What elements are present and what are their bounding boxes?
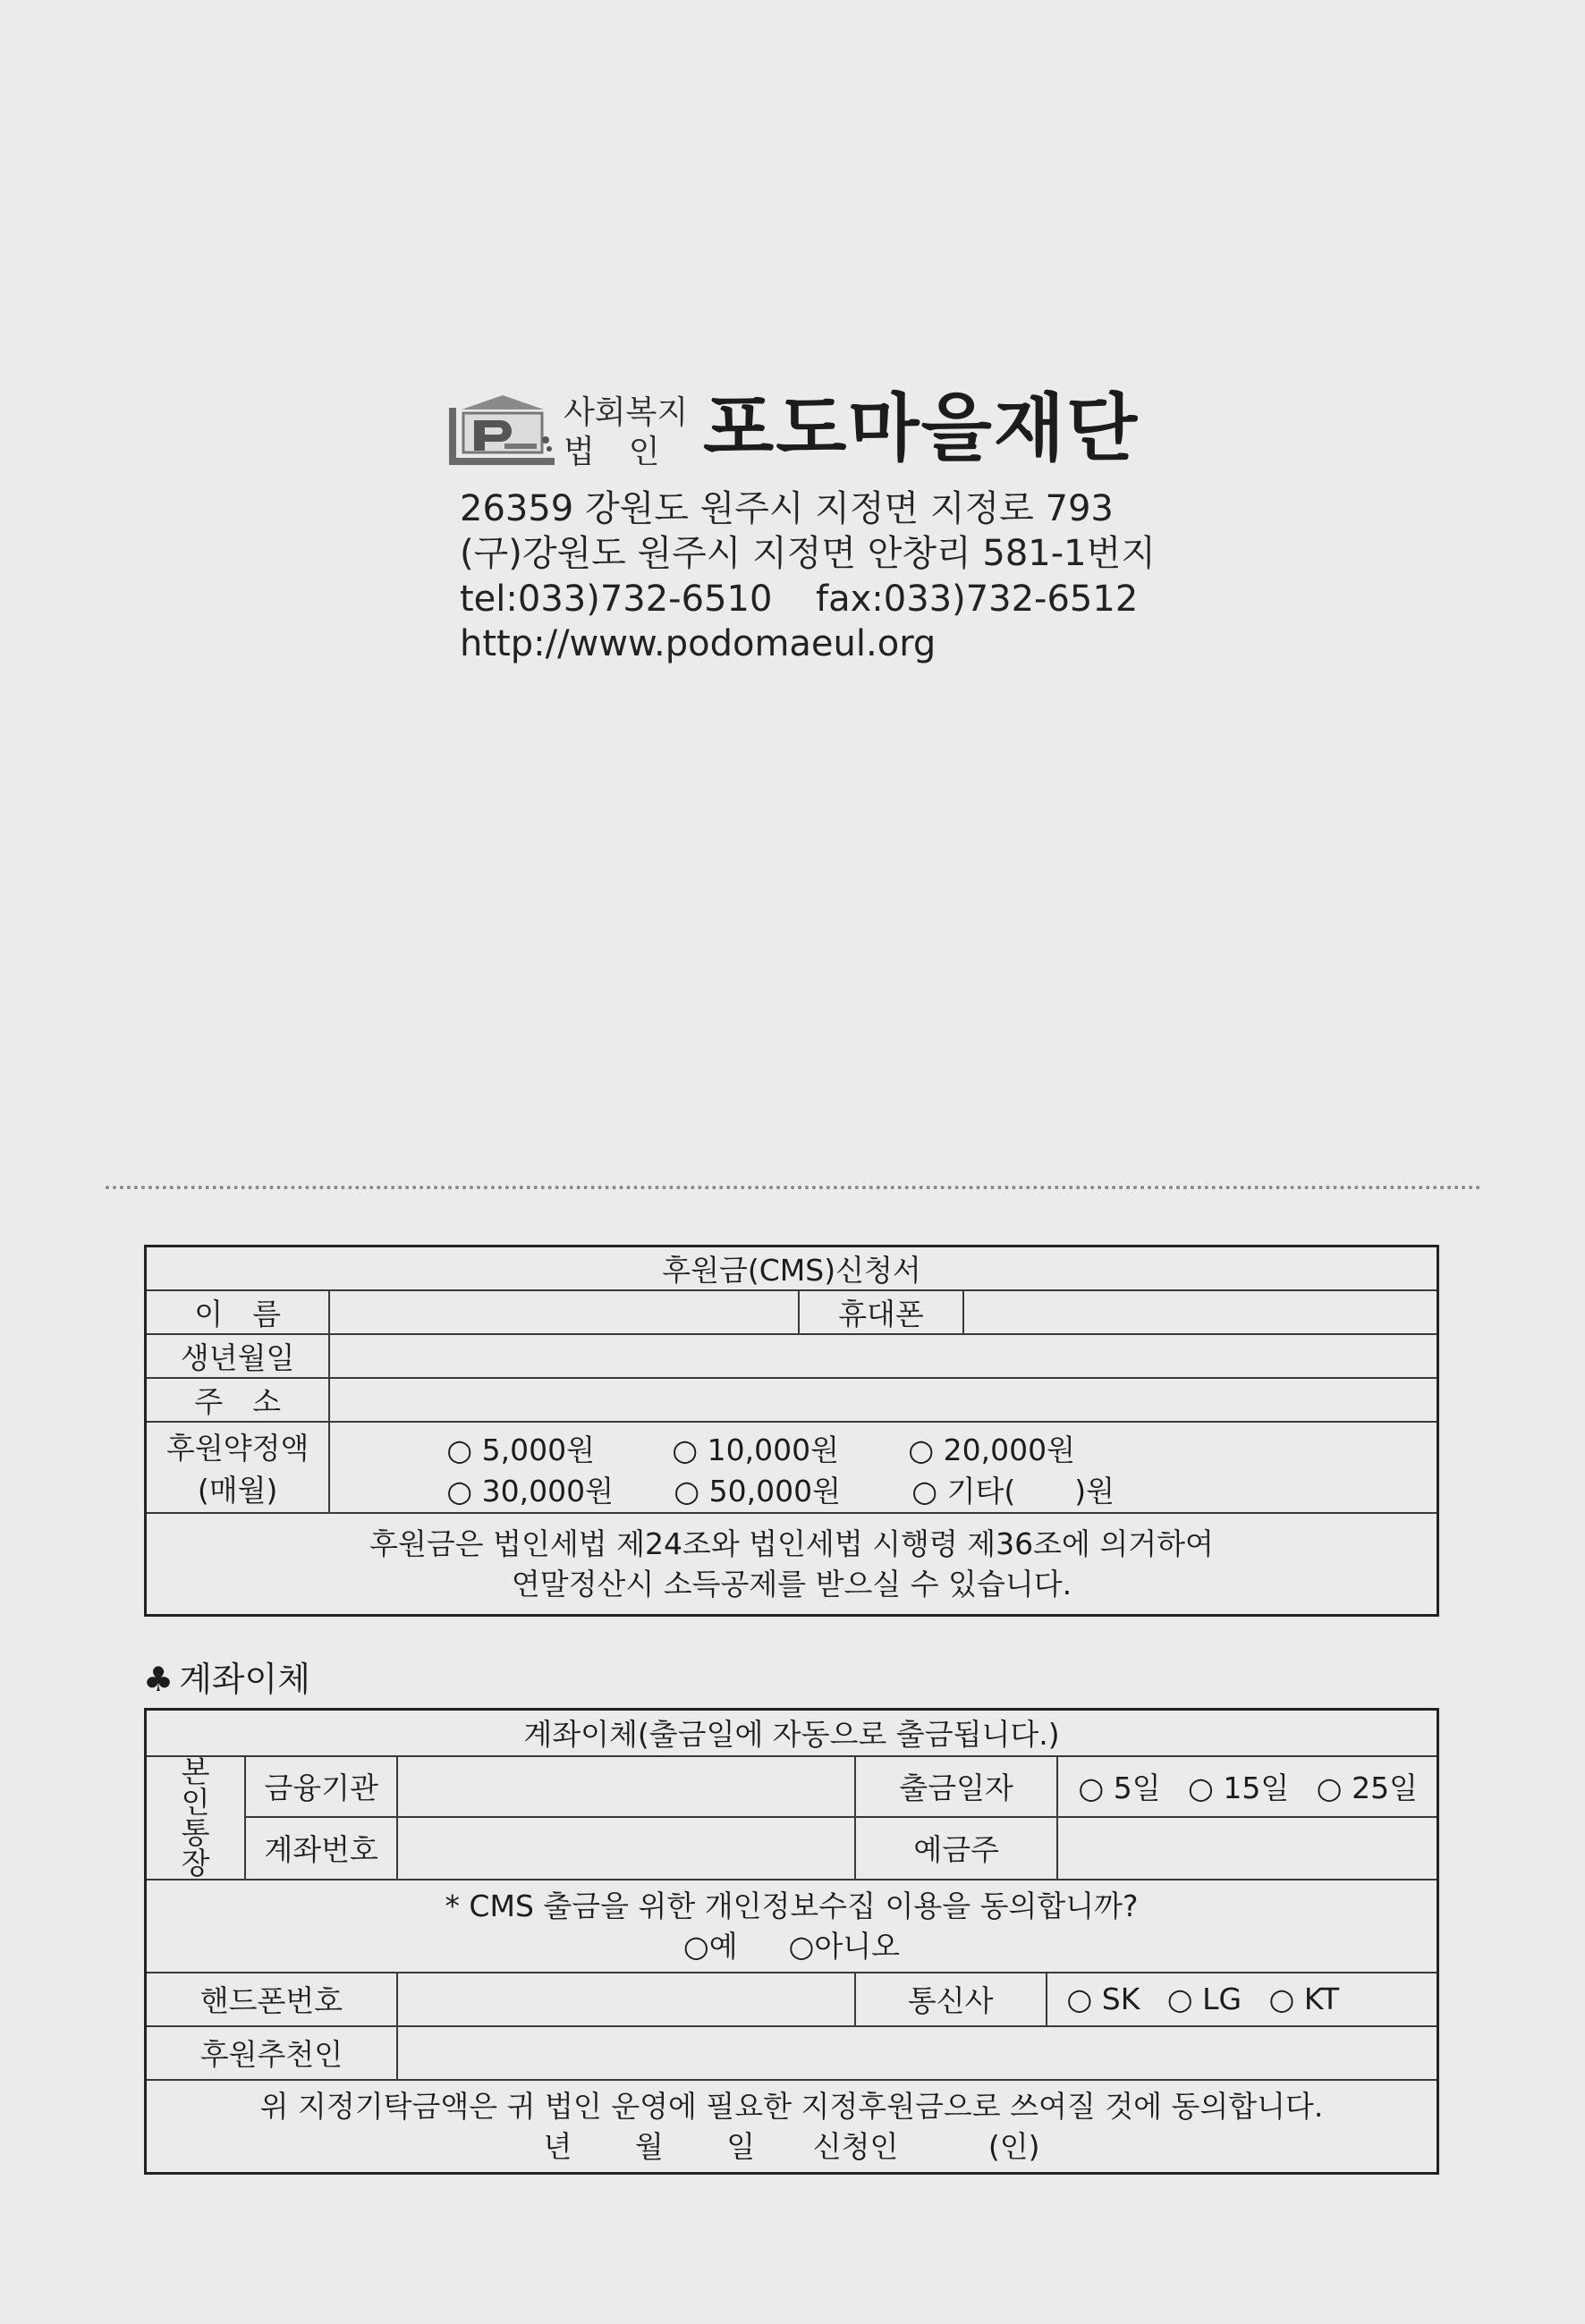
amount-option-5000[interactable]: ○ 5,000원 — [446, 1432, 596, 1467]
mobile-label: 휴대폰 — [799, 1290, 963, 1334]
account-transfer-form — [144, 1708, 1439, 2175]
address-old: (구)강원도 원주시 지정면 안창리 581-1번지 — [460, 533, 1156, 574]
fax: fax:033)732-6512 — [816, 579, 1139, 620]
own-account-label — [146, 1756, 246, 1880]
consent-no-option[interactable]: ○아니오 — [788, 1928, 901, 1964]
recommender-field[interactable] — [397, 2026, 1438, 2080]
sign-seal: (인) — [987, 2128, 1040, 2164]
tel: tel:033)732-6510 — [460, 579, 773, 620]
consent-question: * CMS 출금을 위한 개인정보수집 이용을 동의합니까? — [445, 1888, 1139, 1923]
transfer-section-title — [143, 1660, 310, 1699]
foundation-logo — [449, 393, 556, 470]
signature-line — [147, 2126, 1437, 2167]
bank-label: 금융기관 — [245, 1756, 397, 1817]
recommender-label: 후원추천인 — [146, 2026, 398, 2080]
agreement-text: 위 지정기탁금액은 귀 법인 운영에 필요한 지정후원금으로 쓰여질 것에 동의합니다. — [259, 2088, 1324, 2124]
org-name: 포도마을재단 — [703, 386, 1140, 471]
amount-option-50000[interactable]: ○ 50,000원 — [674, 1474, 842, 1508]
tax-note — [146, 1513, 1438, 1615]
transfer-title: 계좌이체(출금일에 자동으로 출금됩니다.) — [146, 1710, 1438, 1756]
agreement-row — [146, 2080, 1438, 2174]
org-type-line1: 사회복지 — [564, 394, 689, 431]
tax-note-line2: 연말정산시 소득공제를 받으실 수 있습니다. — [511, 1566, 1072, 1601]
cms-application-form — [144, 1245, 1439, 1617]
sign-month: 월 — [634, 2128, 664, 2164]
holder-label: 예금주 — [855, 1817, 1058, 1880]
transfer-section-label: 계좌이체 — [179, 1660, 310, 1699]
carrier-option-sk[interactable]: ○ SK — [1066, 1982, 1140, 2016]
sign-year: 년 — [543, 2128, 572, 2164]
carrier-label: 통신사 — [855, 1973, 1047, 2026]
amount-option-20000[interactable]: ○ 20,000원 — [908, 1432, 1076, 1467]
amount-label-monthly: (매월) — [197, 1473, 278, 1508]
phone-field[interactable] — [397, 1973, 855, 2026]
address-label: 주 소 — [146, 1378, 330, 1422]
carrier-option-lg[interactable]: ○ LG — [1166, 1982, 1242, 2016]
own-account-char: 장 — [181, 1845, 210, 1880]
sign-day: 일 — [726, 2128, 756, 2164]
club-icon: ♣ — [143, 1660, 174, 1699]
holder-field[interactable] — [1057, 1817, 1437, 1880]
name-label: 이 름 — [146, 1290, 330, 1334]
phone-label: 핸드폰번호 — [146, 1973, 398, 2026]
amount-option-30000[interactable]: ○ 30,000원 — [446, 1474, 615, 1508]
withdraw-option-5[interactable]: ○ 5일 — [1078, 1770, 1161, 1805]
carrier-option-kt[interactable]: ○ KT — [1268, 1982, 1340, 2016]
amount-label-main: 후원약정액 — [165, 1431, 309, 1466]
org-type — [564, 393, 694, 472]
own-account-char: 본 — [181, 1754, 210, 1789]
tax-note-line1: 후원금은 법인세법 제24조와 법인세법 시행령 제36조에 의거하여 — [369, 1525, 1214, 1561]
amount-options — [329, 1422, 1437, 1513]
withdraw-date-options — [1057, 1756, 1437, 1817]
account-label: 계좌번호 — [245, 1817, 397, 1880]
account-field[interactable] — [397, 1817, 855, 1880]
cut-line — [106, 1186, 1481, 1189]
amount-option-10000[interactable]: ○ 10,000원 — [672, 1432, 840, 1467]
withdraw-date-label: 출금일자 — [855, 1756, 1058, 1817]
birth-label: 생년월일 — [146, 1334, 330, 1378]
amount-label — [146, 1422, 330, 1513]
name-field[interactable] — [329, 1290, 799, 1334]
address-new: 26359 강원도 원주시 지정면 지정로 793 — [460, 488, 1114, 529]
withdraw-option-25[interactable]: ○ 25일 — [1316, 1770, 1418, 1805]
amount-option-other[interactable]: ○ 기타( )원 — [911, 1474, 1115, 1508]
withdraw-option-15[interactable]: ○ 15일 — [1188, 1770, 1290, 1805]
bank-field[interactable] — [397, 1756, 855, 1817]
website: http://www.podomaeul.org — [460, 623, 937, 664]
address-field[interactable] — [329, 1378, 1437, 1422]
org-type-line2: 법인 — [564, 434, 694, 470]
cms-form-title: 후원금(CMS)신청서 — [146, 1247, 1438, 1291]
sign-applicant: 신청인 — [812, 2128, 899, 2164]
mobile-field[interactable] — [963, 1290, 1438, 1334]
consent-yes-option[interactable]: ○예 — [682, 1928, 738, 1964]
own-account-char: 통 — [181, 1814, 210, 1850]
carrier-options — [1047, 1973, 1438, 2026]
own-account-char: 인 — [181, 1784, 210, 1820]
birth-field[interactable] — [329, 1334, 1437, 1378]
consent-row — [146, 1880, 1438, 1973]
